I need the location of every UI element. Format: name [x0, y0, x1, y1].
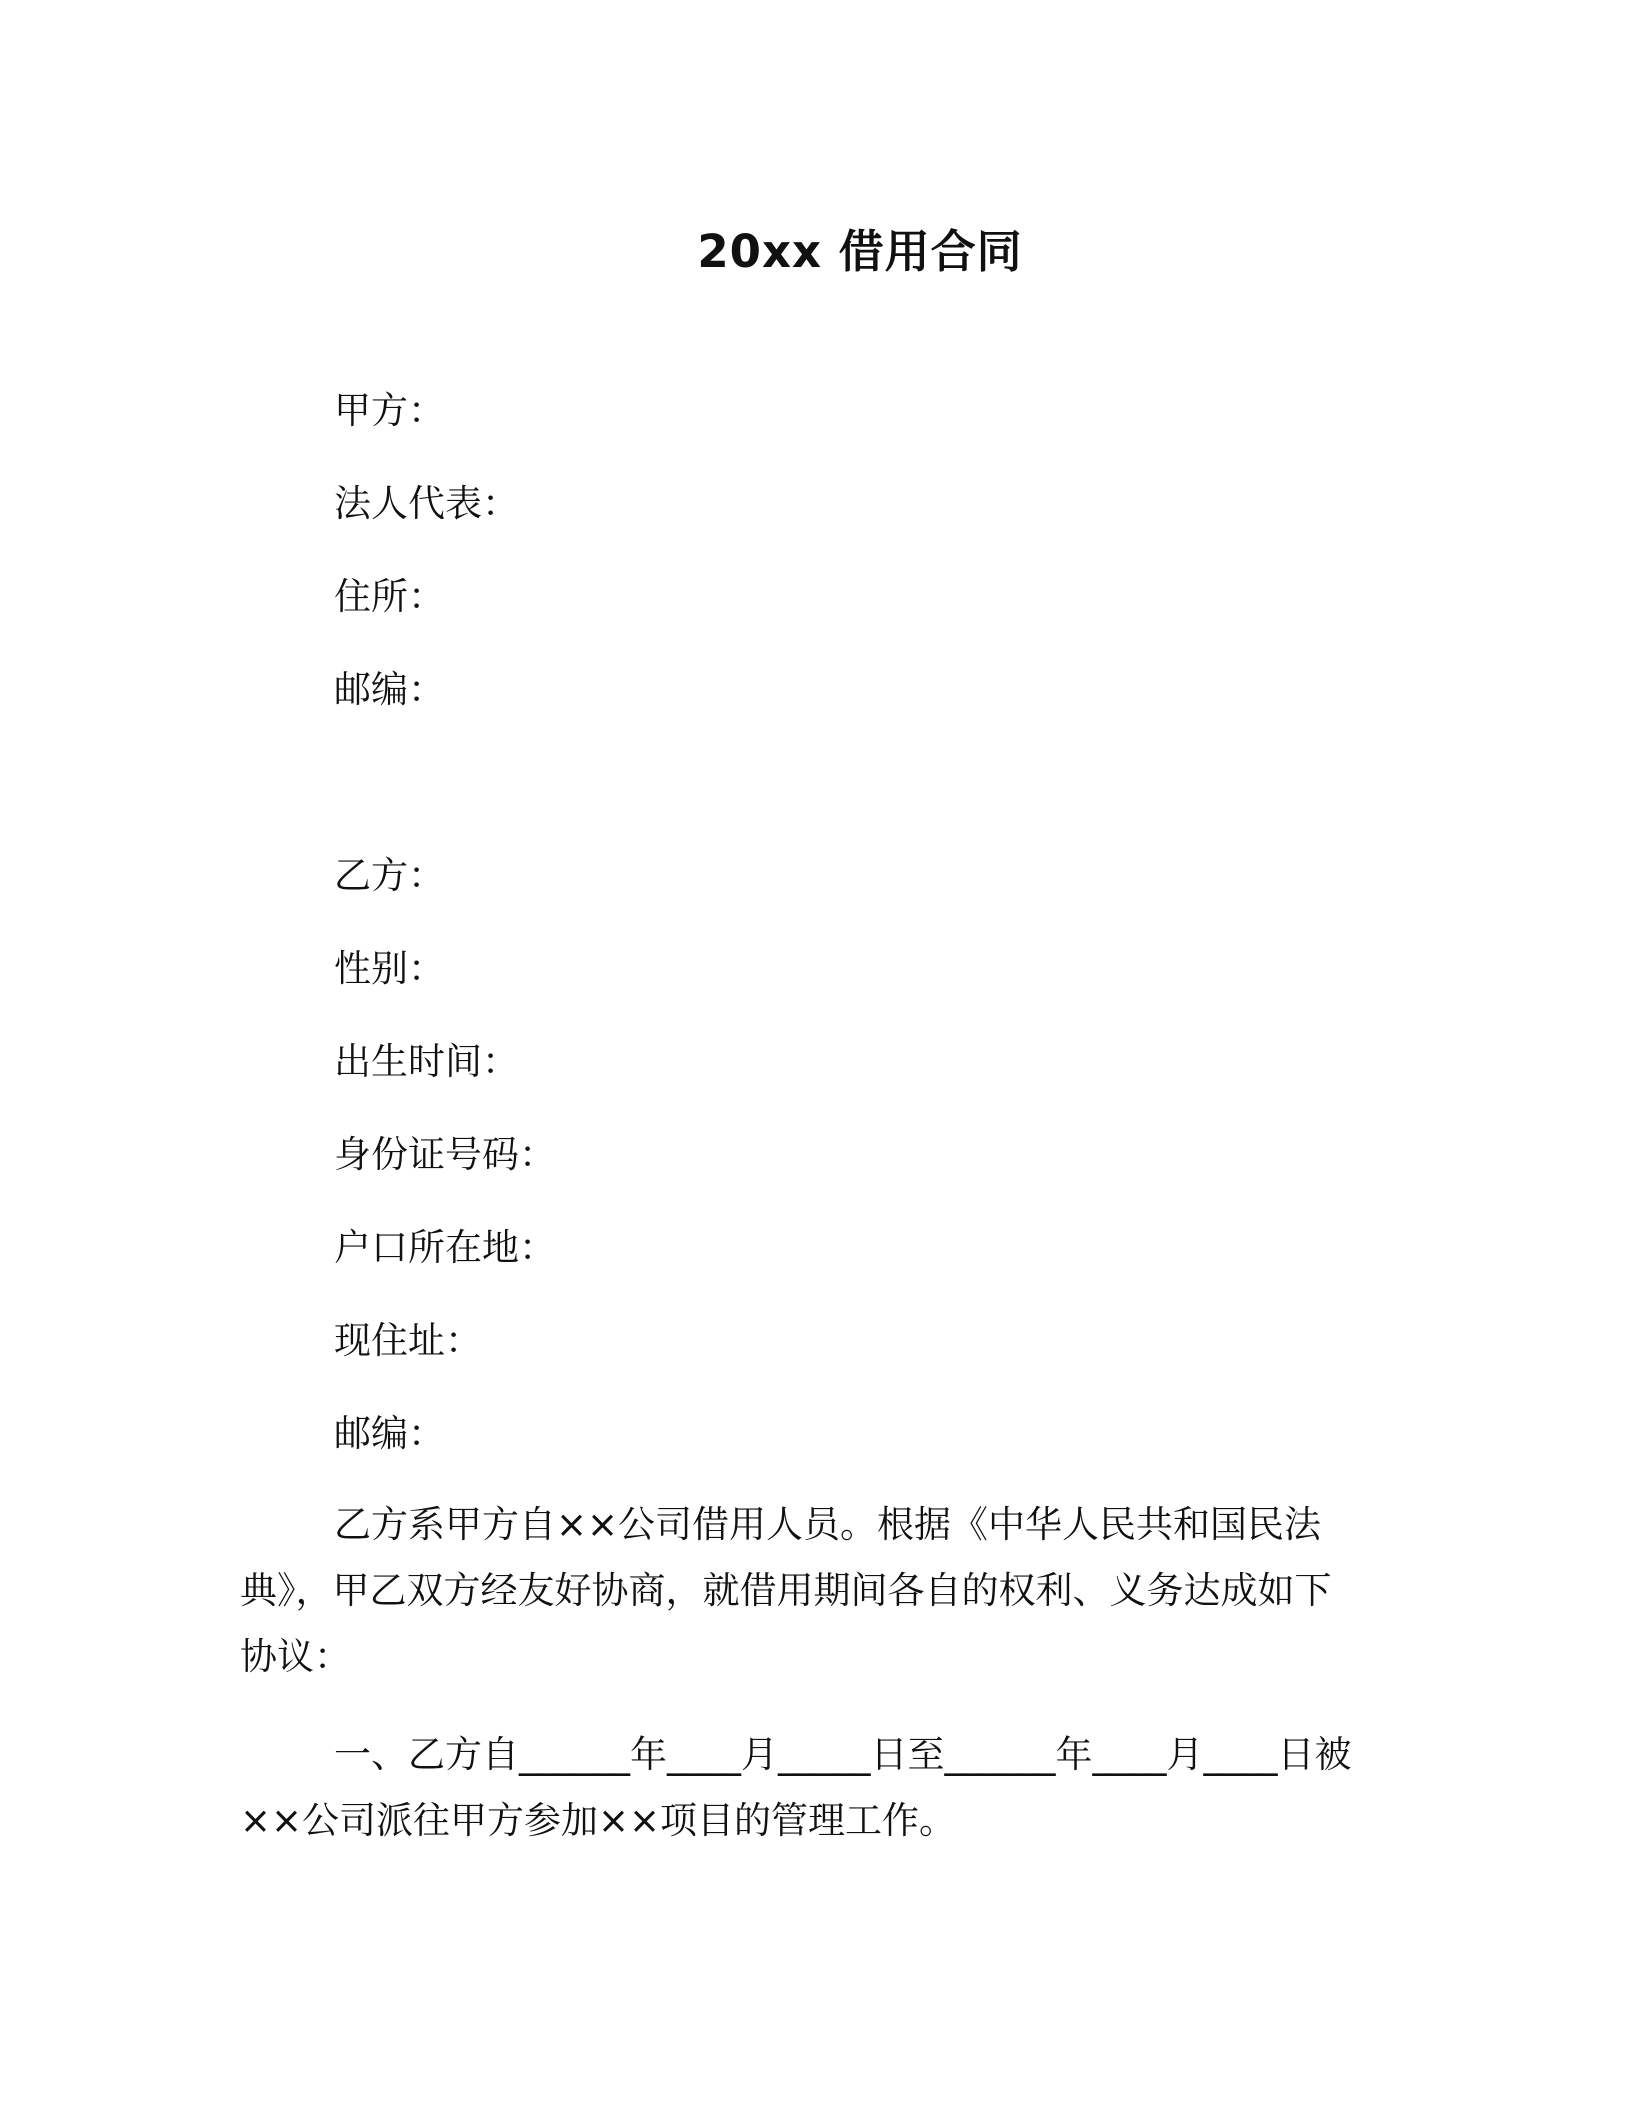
clause-1-paragraph: 一、乙方自______年____月_____日至______年____月____日被××公司派往甲方参加××项目的管理工作。 — [240, 1733, 1352, 1842]
document-title: 20xx 借用合同 — [697, 225, 1023, 278]
party-b-postcode-field: 邮编： — [334, 1412, 445, 1455]
gender-field: 性别： — [334, 947, 445, 990]
household-registration-field: 户口所在地： — [334, 1226, 556, 1269]
legal-representative-field: 法人代表： — [334, 482, 519, 525]
party-a-address-field: 住所： — [334, 575, 445, 618]
party-b-label: 乙方： — [334, 854, 445, 897]
party-a-label: 甲方： — [334, 389, 445, 432]
birth-date-field: 出生时间： — [334, 1040, 519, 1083]
id-number-field: 身份证号码： — [334, 1133, 556, 1176]
current-address-field: 现住址： — [334, 1319, 482, 1362]
party-a-postcode-field: 邮编： — [334, 668, 445, 711]
preamble-paragraph: 乙方系甲方自××公司借用人员。根据《中华人民共和国民法典》，甲乙双方经友好协商，就借用期间各自的权利、义务达成如下协议： — [240, 1503, 1332, 1678]
